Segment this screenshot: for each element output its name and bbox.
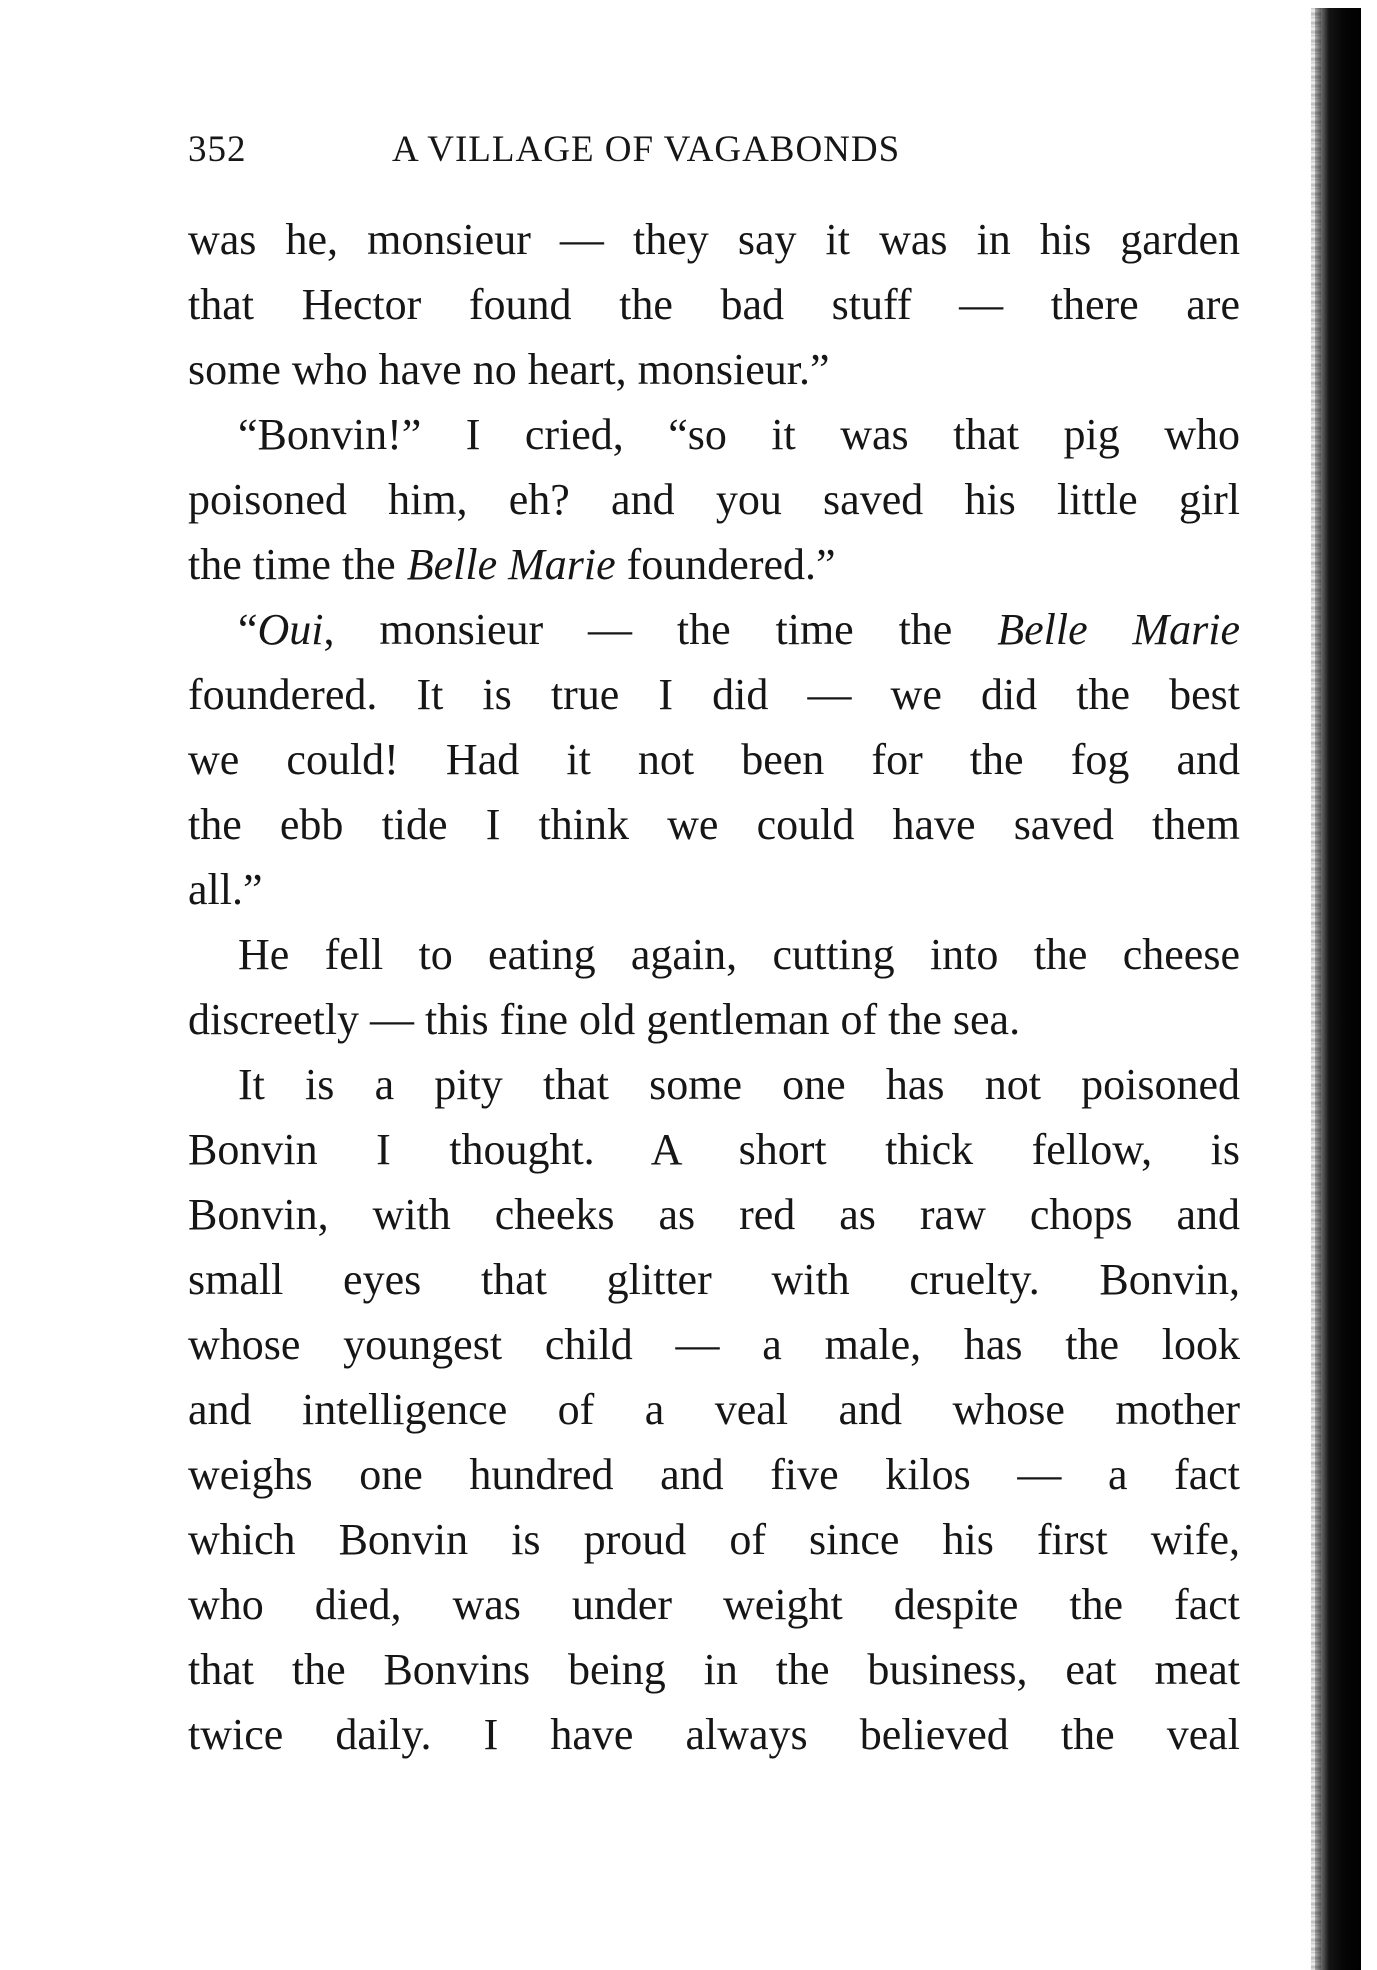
text-line: the ebb tide I think we could have saved them — [188, 800, 1240, 849]
text-line: all.” — [188, 865, 263, 914]
text-line: twice daily. I have always believed the veal — [188, 1710, 1240, 1759]
ship-name: Belle Marie — [997, 605, 1241, 654]
text-line: that Hector found the bad stuff — there are — [188, 280, 1240, 329]
text-line: which Bonvin is proud of since his first wife, — [188, 1515, 1240, 1564]
text-line: weighs one hundred and five kilos — a fact — [188, 1450, 1240, 1499]
text-line: It is a pity that some one has not poisoned — [238, 1060, 1240, 1109]
text-line: Bonvin, with cheeks as red as raw chops and — [188, 1190, 1240, 1239]
text-line: whose youngest child — a male, has the look — [188, 1320, 1240, 1369]
text-line: poisoned him, eh? and you saved his little girl — [188, 475, 1240, 524]
running-head — [188, 128, 1048, 184]
text-line: was he, monsieur — they say it was in his garden — [188, 215, 1240, 264]
text-line: He fell to eating again, cutting into the cheese — [238, 930, 1240, 979]
text-line: discreetly — this fine old gentleman of the sea. — [188, 995, 1021, 1044]
book-title: A VILLAGE OF VAGABONDS — [392, 129, 901, 170]
text-line: Bonvin I thought. A short thick fellow, is — [188, 1125, 1240, 1174]
text-line: “Oui, monsieur — the time the Belle Marie — [238, 605, 1241, 654]
french-word: Oui — [257, 605, 324, 654]
page-binding-edge — [1315, 8, 1361, 1970]
text-line: we could! Had it not been for the fog and — [188, 735, 1240, 784]
text-line: that the Bonvins being in the business, eat meat — [188, 1645, 1240, 1694]
text-line: the time the Belle Marie foundered.” — [188, 540, 836, 589]
text-line: small eyes that glitter with cruelty. Bonvin, — [188, 1255, 1240, 1304]
page-binding-shadow — [1311, 8, 1321, 1970]
text-line: foundered. It is true I did — we did the best — [188, 670, 1240, 719]
body-text — [188, 207, 1240, 1767]
text-line: who died, was under weight despite the fact — [188, 1580, 1240, 1629]
text-line: “Bonvin!” I cried, “so it was that pig who — [238, 410, 1240, 459]
page-number: 352 — [188, 129, 247, 170]
text-line: and intelligence of a veal and whose mother — [188, 1385, 1240, 1434]
text-line: some who have no heart, monsieur.” — [188, 345, 830, 394]
ship-name: Belle Marie — [406, 540, 616, 589]
